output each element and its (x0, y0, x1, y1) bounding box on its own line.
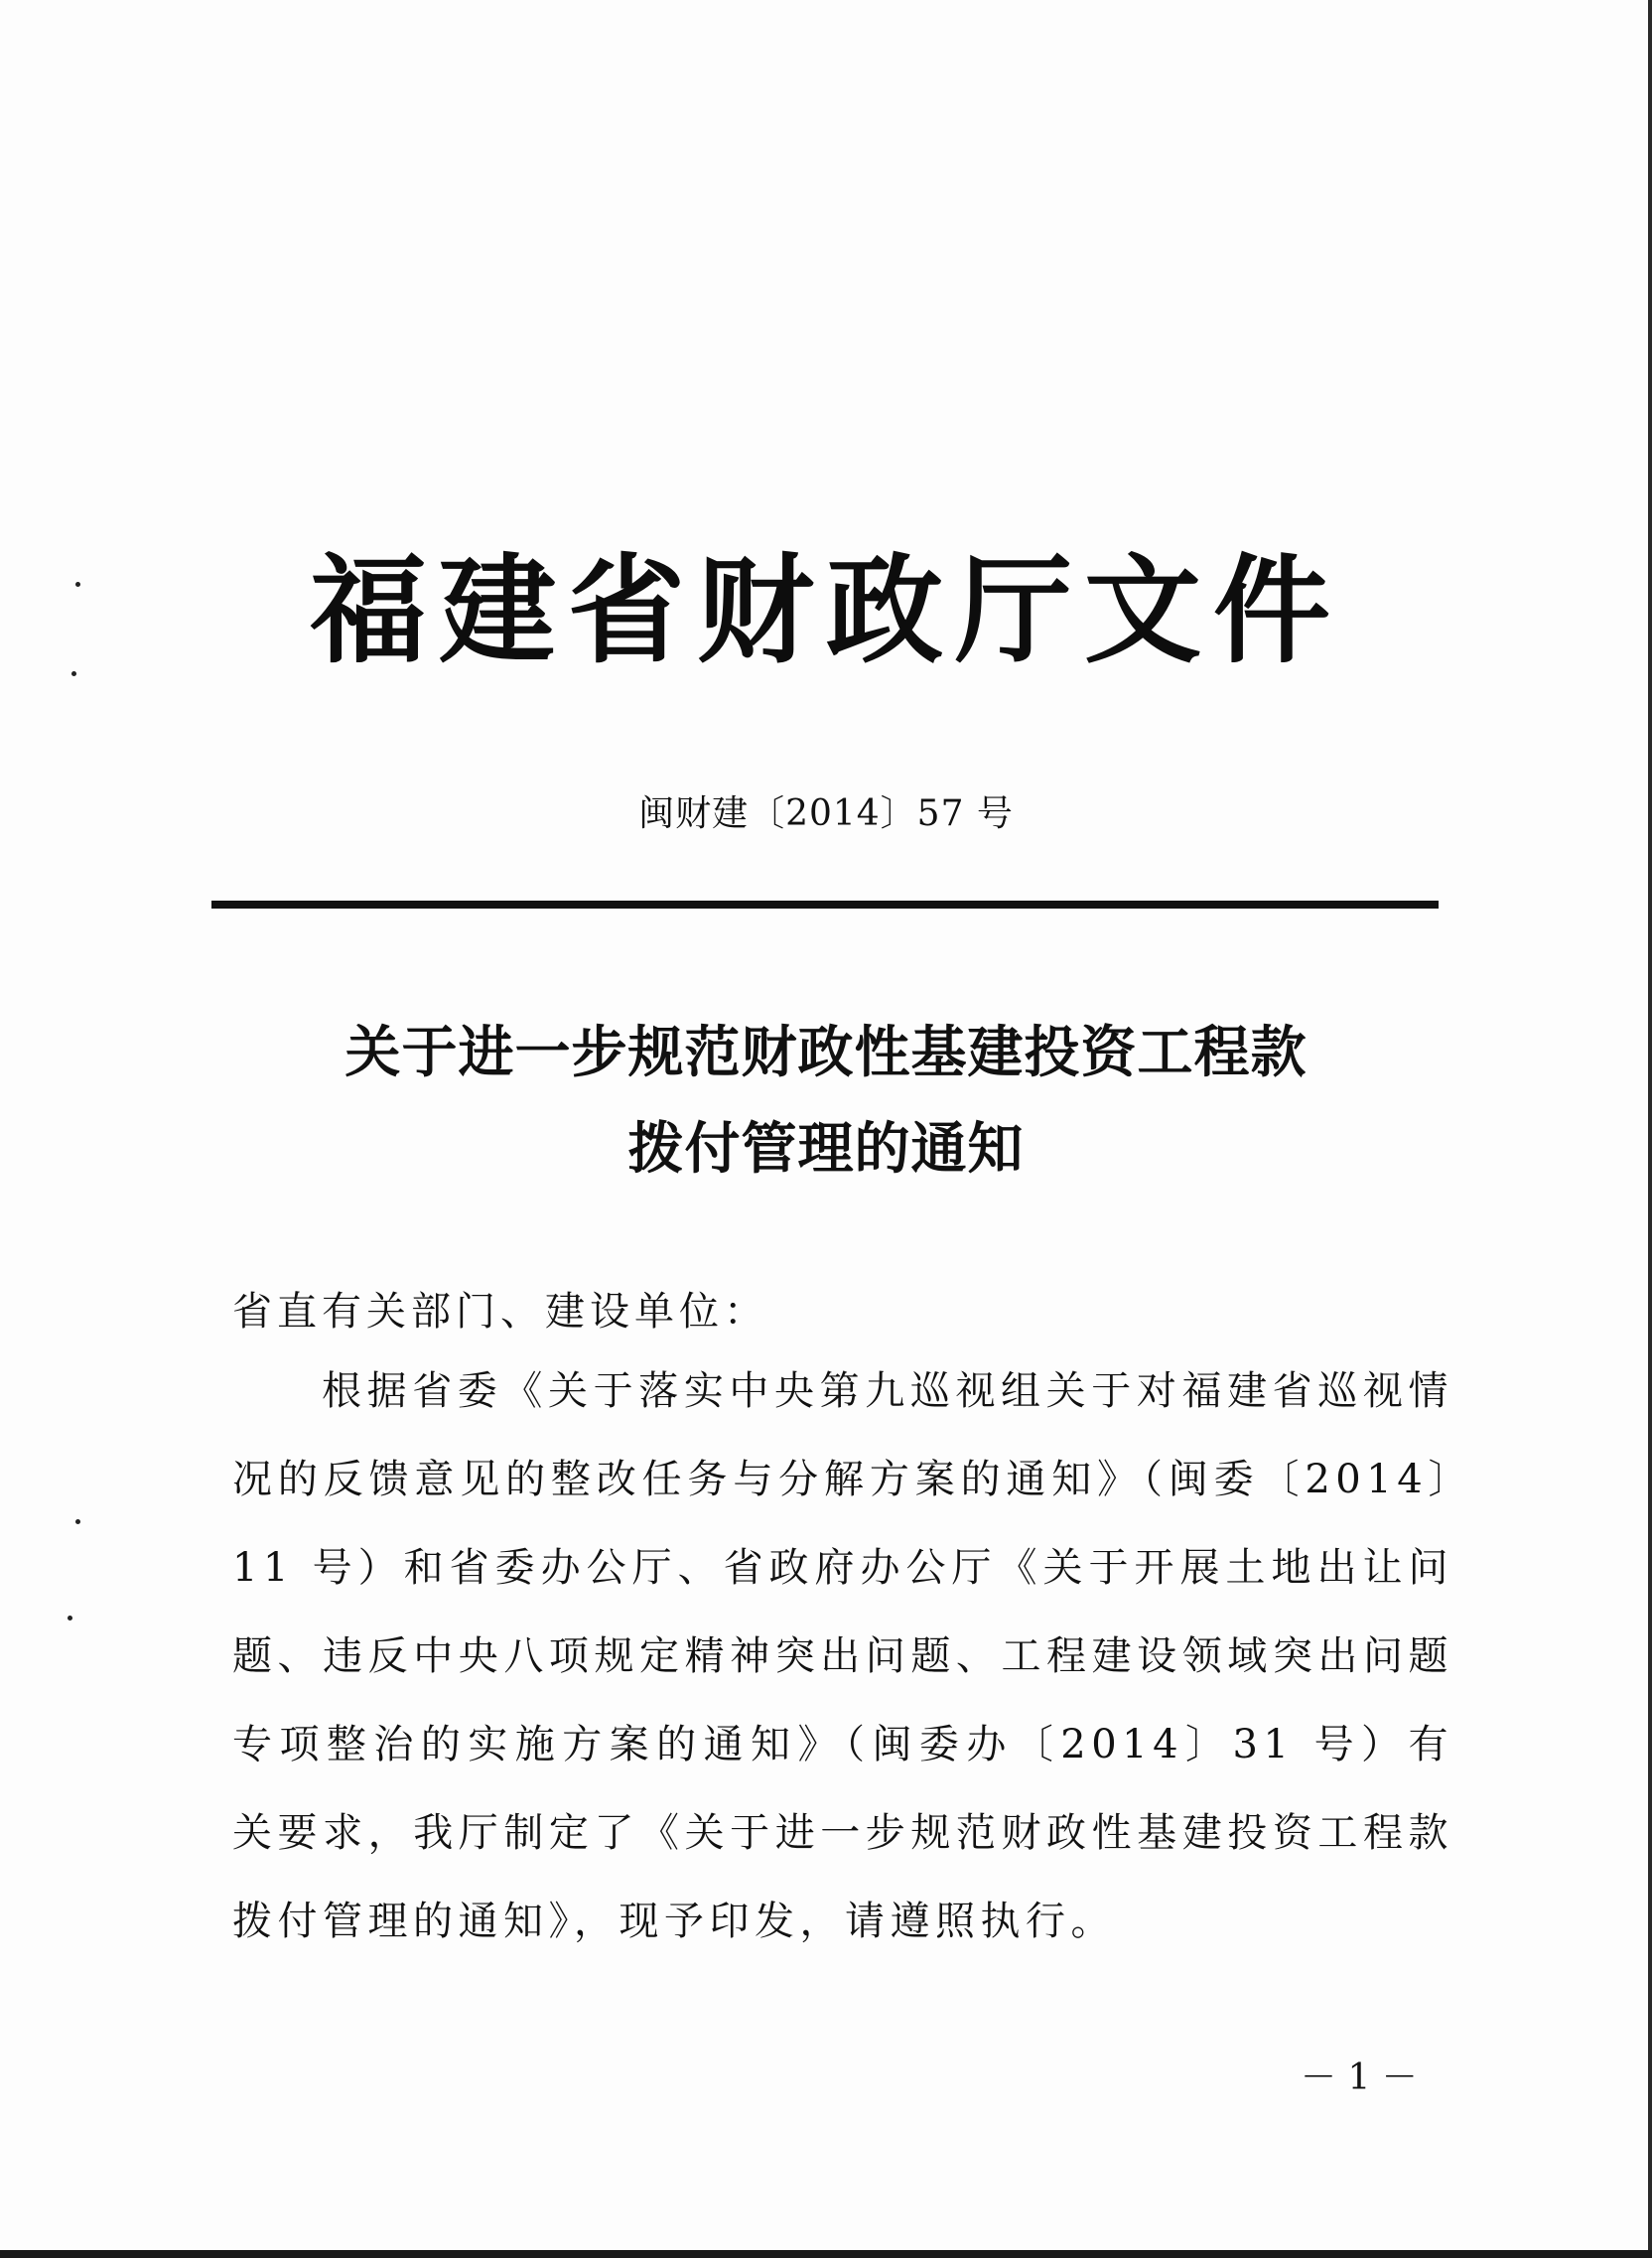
document-number: 闽财建〔2014〕57 号 (638, 793, 1014, 834)
page-number: － 1 － (1301, 2057, 1418, 2098)
header-divider-rule (211, 901, 1439, 909)
body-paragraph: 根据省委《关于落实中央第九巡视组关于对福建省巡视情况的反馈意见的整改任务与分解方案的通知》（闽委〔2014〕11 号）和省委办公厅、省政府办公厅《关于开展土地出让问题、违反中央八项规定精神突出问题、工程建设领域突出问题专项整治的实施方案的通知》（闽委办〔2014〕31 号）有关要求，我厅制定了《关于进一步规范财政性基建投资工程款拨付管理的通知》，现予印发，请遵照执行。 (232, 1368, 1453, 1944)
issuer-header-title: 福建省财政厅文件 (309, 541, 1342, 679)
scan-edge-right (1648, 0, 1652, 2258)
addressee-line: 省直有关部门、建设单位： (232, 1289, 768, 1335)
scan-speck (68, 1616, 72, 1621)
subject-line-2: 拨付管理的通知 (627, 1117, 1025, 1182)
scan-edge-bottom (0, 2250, 1652, 2258)
document-subject-title (0, 1005, 1652, 1198)
scan-speck (75, 1519, 80, 1524)
subject-line-1: 关于进一步规范财政性基建投资工程款 (344, 1021, 1308, 1085)
